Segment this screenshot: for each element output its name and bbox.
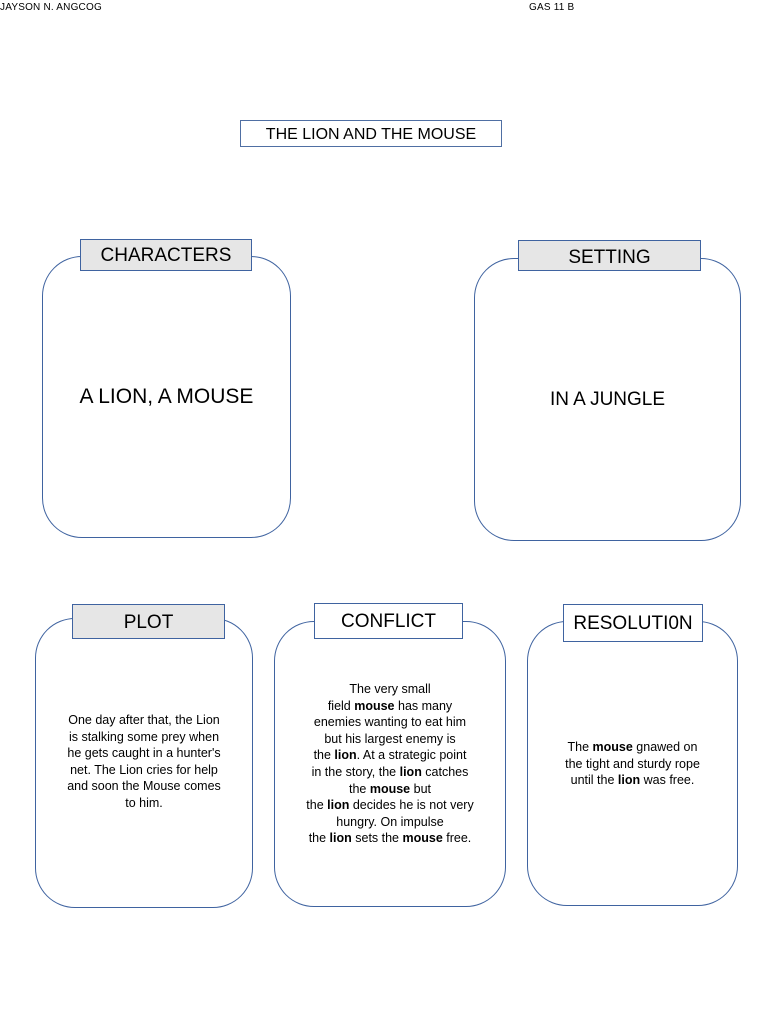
- plot-line: and soon the Mouse comes: [67, 779, 221, 794]
- conflict-line: enemies wanting to eat him: [313, 715, 467, 730]
- conflict-label: CONFLICT: [314, 603, 463, 639]
- resolution-line: the tight and sturdy rope: [565, 756, 700, 771]
- plot-line: One day after that, the Lion: [68, 713, 220, 727]
- conflict-line: The very small: [349, 682, 431, 696]
- conflict-line: the lion. At a strategic point: [313, 748, 467, 763]
- resolution-line: The mouse gnawed on: [567, 740, 698, 754]
- resolution-line: until the lion was free.: [570, 773, 695, 788]
- story-title: THE LION AND THE MOUSE: [240, 120, 502, 147]
- conflict-line: the lion sets the mouse free.: [308, 831, 472, 846]
- setting-label: SETTING: [518, 240, 701, 271]
- resolution-label: RESOLUTI0N: [563, 604, 703, 642]
- setting-content: IN A JUNGLE: [549, 389, 666, 410]
- plot-line: he gets caught in a hunter's: [67, 746, 221, 761]
- conflict-line: hungry. On impulse: [336, 814, 444, 829]
- conflict-line: the mouse but: [348, 781, 431, 796]
- conflict-text: [274, 681, 506, 847]
- plot-line: net. The Lion cries for help: [70, 762, 218, 777]
- plot-label: PLOT: [72, 604, 225, 639]
- characters-label: CHARACTERS: [80, 239, 252, 271]
- plot-text: [35, 712, 253, 812]
- plot-line: is stalking some prey when: [68, 729, 220, 744]
- conflict-line: in the story, the lion catches: [311, 764, 469, 779]
- conflict-line: field mouse has many: [327, 698, 453, 713]
- resolution-text: [527, 739, 738, 789]
- section-label: GAS 11 B: [529, 2, 575, 13]
- conflict-line: the lion decides he is not very: [306, 798, 474, 813]
- characters-content: A LION, A MOUSE: [79, 385, 254, 408]
- plot-line: to him.: [125, 795, 163, 810]
- student-name: JAYSON N. ANGCOG: [0, 2, 102, 13]
- conflict-line: but his largest enemy is: [324, 731, 456, 746]
